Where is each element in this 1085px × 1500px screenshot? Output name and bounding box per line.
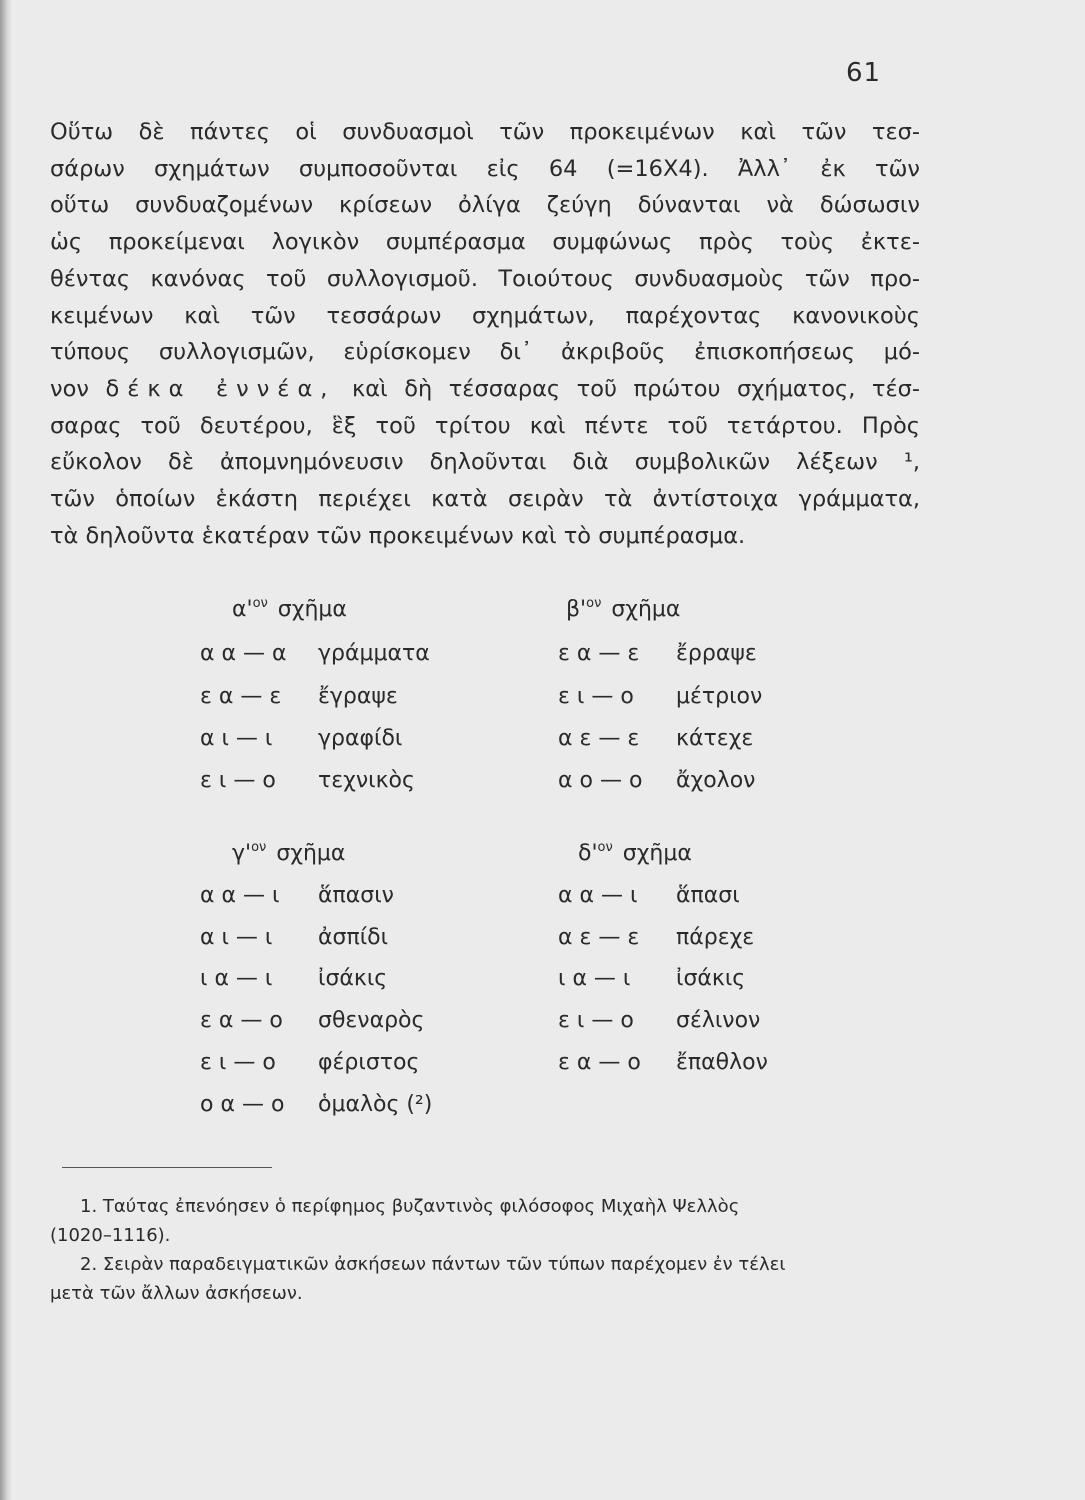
term-code: ε α — ε <box>558 641 640 666</box>
figure-row <box>558 768 755 793</box>
paragraph-line: εὔκολον δὲ ἀπομνημόνευσιν δηλοῦνται διὰ συμβολικῶν λέξεων ¹, <box>50 449 920 476</box>
figure-title: $\beta'^{o\nu}$ σχῆμα <box>566 596 681 622</box>
mnemonic-word: ἔγραψε <box>318 684 398 709</box>
mnemonic-word: μέτριον <box>676 684 763 709</box>
term-code: ι α — ι <box>200 966 273 991</box>
term-code: ε ι — ο <box>200 1050 276 1075</box>
figure-row <box>558 883 740 908</box>
term-code: α ι — ι <box>200 925 273 950</box>
mnemonic-word: τεχνικὸς <box>318 768 415 793</box>
footnote-1: 1. Ταύτας ἐπενόησεν ὁ περίφημος βυζαντινὸς φιλόσοφος Μιχαὴλ Ψελλὸς <box>80 1196 740 1217</box>
figure-row <box>200 726 402 751</box>
paragraph-line: Οὕτω δὲ πάντες οἱ συνδυασμοὶ τῶν προκειμένων καὶ τῶν τεσ- <box>50 119 920 145</box>
figure-row <box>200 883 394 908</box>
term-code: ε α — ο <box>558 1050 641 1075</box>
footnote-2-cont: μετὰ τῶν ἄλλων ἀσκήσεων. <box>50 1283 303 1304</box>
figure-row <box>558 925 754 950</box>
paragraph-line: θέντας κανόνας τοῦ συλλογισμοῦ. Τοιούτους συνδυασμοὺς τῶν προ- <box>50 265 920 292</box>
mnemonic-word: ἅπασι <box>676 883 740 908</box>
figure-row <box>200 925 388 950</box>
paragraph-line: κειμένων καὶ τῶν τεσσάρων σχημάτων, παρέχοντας κανονικοὺς <box>50 302 920 329</box>
mnemonic-word: ἔπαθλον <box>676 1050 768 1075</box>
mnemonic-word: ἀσπίδι <box>318 925 389 950</box>
figure-title: $\delta'^{o\nu}$ σχῆμα <box>578 840 692 866</box>
mnemonic-word: ἄχολον <box>676 768 756 793</box>
figure-row <box>200 768 415 793</box>
paragraph-line: οὕτω συνδυαζομένων κρίσεων ὀλίγα ζεύγη δύνανται νὰ δώσωσιν <box>50 192 920 219</box>
mnemonic-word: ὁμαλὸς (²) <box>318 1092 433 1117</box>
figure-row <box>200 1050 419 1075</box>
term-code: ε ι — ο <box>558 1008 634 1033</box>
mnemonic-word: γράμματα <box>318 641 430 666</box>
paragraph-line: τύπους συλλογισμῶν, εὑρίσκομεν δι᾽ ἀκριβοῦς ἐπισκοπήσεως μό- <box>50 339 920 366</box>
paragraph-line: ὡς προκείμεναι λογικὸν συμπέρασμα συμφώνως πρὸς τοὺς ἐκτε- <box>50 229 920 256</box>
term-code: α ε — ε <box>558 726 640 751</box>
footnote-2: 2. Σειρὰν παραδειγματικῶν ἀσκήσεων πάντων τῶν τύπων παρέχομεν ἐν τέλει <box>80 1254 786 1275</box>
spaced-emphasis: δέκα ἐννέα, <box>105 375 336 402</box>
mnemonic-word: γραφίδι <box>318 726 403 751</box>
footnote-1-cont: (1020–1116). <box>50 1225 171 1246</box>
mnemonic-word: ἰσάκις <box>318 966 388 991</box>
line8-prefix: νον <box>50 375 89 402</box>
figure-row <box>558 966 745 991</box>
term-code: α ε — ε <box>558 925 640 950</box>
mnemonic-word: ἔρραψε <box>676 641 757 666</box>
figure-row <box>200 966 387 991</box>
term-code: α α — α <box>200 641 287 666</box>
footnote-divider <box>62 1167 272 1168</box>
term-code: ε ι — ο <box>558 684 634 709</box>
figure-row <box>558 1050 768 1075</box>
mnemonic-word: κάτεχε <box>676 726 754 751</box>
main-paragraph <box>50 114 920 554</box>
term-code: α α — ι <box>200 883 280 908</box>
mnemonic-word: σθεναρὸς <box>318 1008 425 1033</box>
footnotes <box>50 1192 920 1308</box>
mnemonic-word: φέριστος <box>318 1050 420 1075</box>
figure-row <box>558 726 753 751</box>
page-number: 61 <box>846 58 882 88</box>
figure-row <box>558 1008 760 1033</box>
figure-row <box>200 684 398 709</box>
figure-row <box>558 684 762 709</box>
mnemonic-word: πάρεχε <box>676 925 755 950</box>
term-code: α ι — ι <box>200 726 273 751</box>
line8-suffix: καὶ δὴ τέσσαρας τοῦ πρώτου σχήματος, τέσ- <box>351 375 920 402</box>
term-code: ο α — ο <box>200 1092 285 1117</box>
term-code: ε α — ε <box>200 684 282 709</box>
mnemonic-word: ἰσάκις <box>676 966 746 991</box>
mnemonic-word: σέλινον <box>676 1008 761 1033</box>
paragraph-line: σάρων σχημάτων συμποσοῦνται εἰς 64 (=16Χ4). Ἀλλ᾽ ἐκ τῶν <box>50 155 920 182</box>
paragraph-line: τὰ δηλοῦντα ἑκατέραν τῶν προκειμένων καὶ τὸ συμπέρασμα. <box>50 522 746 549</box>
term-code: ε ι — ο <box>200 768 276 793</box>
paragraph-line: τῶν ὁποίων ἑκάστη περιέχει κατὰ σειρὰν τὰ ἀντίστοιχα γράμματα, <box>50 486 920 513</box>
figure-row <box>558 641 757 666</box>
figure-row <box>200 1092 432 1117</box>
paragraph-line: σαρας τοῦ δευτέρου, ἓξ τοῦ τρίτου καὶ πέντε τοῦ τετάρτου. Πρὸς <box>50 412 920 439</box>
term-code: α α — ι <box>558 883 638 908</box>
term-code: α ο — ο <box>558 768 643 793</box>
mnemonic-word: ἅπασιν <box>318 883 394 908</box>
page-edge-shadow <box>0 0 12 1500</box>
paragraph-line-8 <box>50 371 920 408</box>
figure-title: $\alpha'^{o\nu}$ σχῆμα <box>232 596 347 622</box>
term-code: ε α — ο <box>200 1008 283 1033</box>
figure-row <box>200 641 430 666</box>
figure-row <box>200 1008 424 1033</box>
term-code: ι α — ι <box>558 966 631 991</box>
figure-title: $\gamma'^{o\nu}$ σχῆμα <box>232 840 346 866</box>
